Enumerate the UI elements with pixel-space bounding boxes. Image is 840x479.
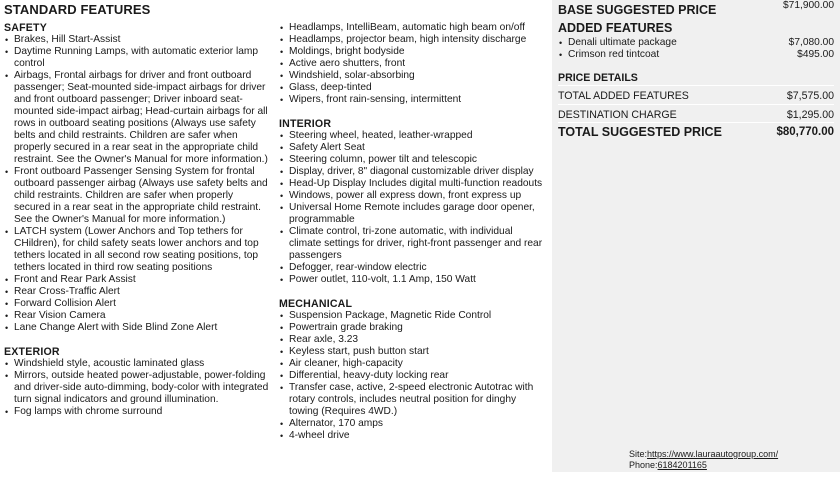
feature-item: • LATCH system (Lower Anchors and Top tethers for CHildren), for child safety seats lower anchors and top tethers located in all second row seating positions, top tethers located in third row seating positions (4, 226, 272, 274)
feature-item: • Rear Vision Camera (4, 310, 272, 322)
feature-item: • Lane Change Alert with Side Blind Zone Alert (4, 322, 272, 334)
total-price-row (558, 125, 834, 139)
feature-item: • Powertrain grade braking (279, 322, 547, 334)
feature-item: • Transfer case, active, 2-speed electronic Autotrac with rotary controls, includes neutral position for dinghy towing (Requires 4WD.) (279, 382, 547, 418)
total-price-value: $80,770.00 (776, 126, 834, 138)
standard-features-title: STANDARD FEATURES (4, 2, 151, 17)
divider (558, 122, 834, 123)
features-column-right (279, 22, 547, 442)
mechanical-heading: MECHANICAL (279, 298, 353, 310)
destination-value: $1,295.00 (786, 109, 834, 121)
feature-item: • Alternator, 170 amps (279, 418, 547, 430)
site-line (629, 449, 778, 460)
feature-item: • Windshield style, acoustic laminated glass (4, 358, 272, 370)
feature-item: • Climate control, tri-zone automatic, with individual climate settings for driver, right-front passenger and rear passengers (279, 226, 547, 262)
phone-line (629, 460, 778, 471)
feature-item: • Active aero shutters, front (279, 58, 547, 70)
feature-item: • Display, driver, 8" diagonal customizable driver display (279, 166, 547, 178)
feature-item: • Front outboard Passenger Sensing System for frontal outboard passenger airbag (Always use safety belts and child restraints. Children are safer when properly secured in a rear seat in the appropriate child restraint. See the Owner's Manual for more information.) (4, 166, 272, 226)
feature-item: • 4-wheel drive (279, 430, 547, 442)
feature-item: • Airbags, Frontal airbags for driver and front outboard passenger; Seat-mounted side-impact airbags for driver and front outboard passenger; Driver inboard seat-mounted side-impact airbag; Head-curtain airbags for all rows in outboard seating positions (Always use safety belts and child restraints. Children are safer when properly secured in a rear seat in the appropriate child restraint. See the Owner's Manual for more information.) (4, 70, 272, 166)
safety-heading: SAFETY (4, 22, 47, 34)
feature-item: • Head-Up Display Includes digital multi-function readouts (279, 178, 547, 190)
added-features-list (558, 37, 834, 61)
feature-item: • Wipers, front rain-sensing, intermittent (279, 94, 547, 106)
interior-heading: INTERIOR (279, 118, 332, 130)
safety-list (4, 34, 272, 334)
feature-item: • Headlamps, projector beam, high intensity discharge (279, 34, 547, 46)
added-feature-price: $7,080.00 (788, 37, 834, 48)
feature-item: • Windows, power all express down, front express up (279, 190, 547, 202)
feature-item: • Air cleaner, high-capacity (279, 358, 547, 370)
divider (558, 85, 834, 86)
site-link[interactable]: https://www.lauraautogroup.com/ (647, 449, 779, 459)
exterior-heading: EXTERIOR (4, 346, 60, 358)
added-features-title: ADDED FEATURES (558, 21, 673, 35)
feature-item: • Safety Alert Seat (279, 142, 547, 154)
feature-item: • Defogger, rear-window electric (279, 262, 547, 274)
feature-item: • Fog lamps with chrome surround (4, 406, 272, 418)
added-feature-item (558, 49, 834, 61)
feature-item: • Universal Home Remote includes garage door opener, programmable (279, 202, 547, 226)
feature-item: • Power outlet, 110-volt, 1.1 Amp, 150 Watt (279, 274, 547, 286)
feature-item: • Windshield, solar-absorbing (279, 70, 547, 82)
mechanical-list (279, 310, 547, 442)
feature-item: • Front and Rear Park Assist (4, 274, 272, 286)
features-column-left (4, 22, 272, 418)
interior-list (279, 130, 547, 286)
base-price-label: BASE SUGGESTED PRICE (558, 3, 717, 17)
feature-item: • Keyless start, push button start (279, 346, 547, 358)
phone-label: Phone: (629, 460, 658, 470)
total-added-row (558, 90, 834, 102)
pricing-panel (552, 0, 840, 472)
base-price-value: $71,900.00 (783, 0, 834, 11)
added-feature-name: Denali ultimate package (568, 37, 677, 48)
feature-item: • Headlamps, IntelliBeam, automatic high beam on/off (279, 22, 547, 34)
feature-item: • Suspension Package, Magnetic Ride Control (279, 310, 547, 322)
feature-item: • Steering wheel, heated, leather-wrapped (279, 130, 547, 142)
divider (558, 104, 834, 105)
exterior-list-continued (279, 22, 547, 106)
feature-item: • Differential, heavy-duty locking rear (279, 370, 547, 382)
feature-item: • Forward Collision Alert (4, 298, 272, 310)
feature-item: • Steering column, power tilt and telescopic (279, 154, 547, 166)
destination-row (558, 109, 834, 121)
feature-item: • Brakes, Hill Start-Assist (4, 34, 272, 46)
feature-item: • Daytime Running Lamps, with automatic exterior lamp control (4, 46, 272, 70)
dealer-contact (629, 449, 778, 471)
added-feature-price: $495.00 (797, 49, 834, 60)
feature-item: • Glass, deep-tinted (279, 82, 547, 94)
added-feature-name: Crimson red tintcoat (568, 49, 660, 60)
price-details-title: PRICE DETAILS (558, 72, 638, 84)
feature-item: • Moldings, bright bodyside (279, 46, 547, 58)
site-label: Site: (629, 449, 648, 459)
total-added-label: TOTAL ADDED FEATURES (558, 90, 689, 102)
phone-link[interactable]: 6184201165 (657, 460, 707, 470)
base-price-row (558, 1, 834, 19)
added-feature-item (558, 37, 834, 49)
feature-item: • Rear axle, 3.23 (279, 334, 547, 346)
feature-item: • Rear Cross-Traffic Alert (4, 286, 272, 298)
exterior-list (4, 358, 272, 418)
destination-label: DESTINATION CHARGE (558, 109, 677, 121)
feature-item: • Mirrors, outside heated power-adjustable, power-folding and driver-side auto-dimming, body-color with integrated turn signal indicators and ground illumination. (4, 370, 272, 406)
total-added-value: $7,575.00 (786, 90, 834, 102)
total-price-label: TOTAL SUGGESTED PRICE (558, 125, 722, 139)
